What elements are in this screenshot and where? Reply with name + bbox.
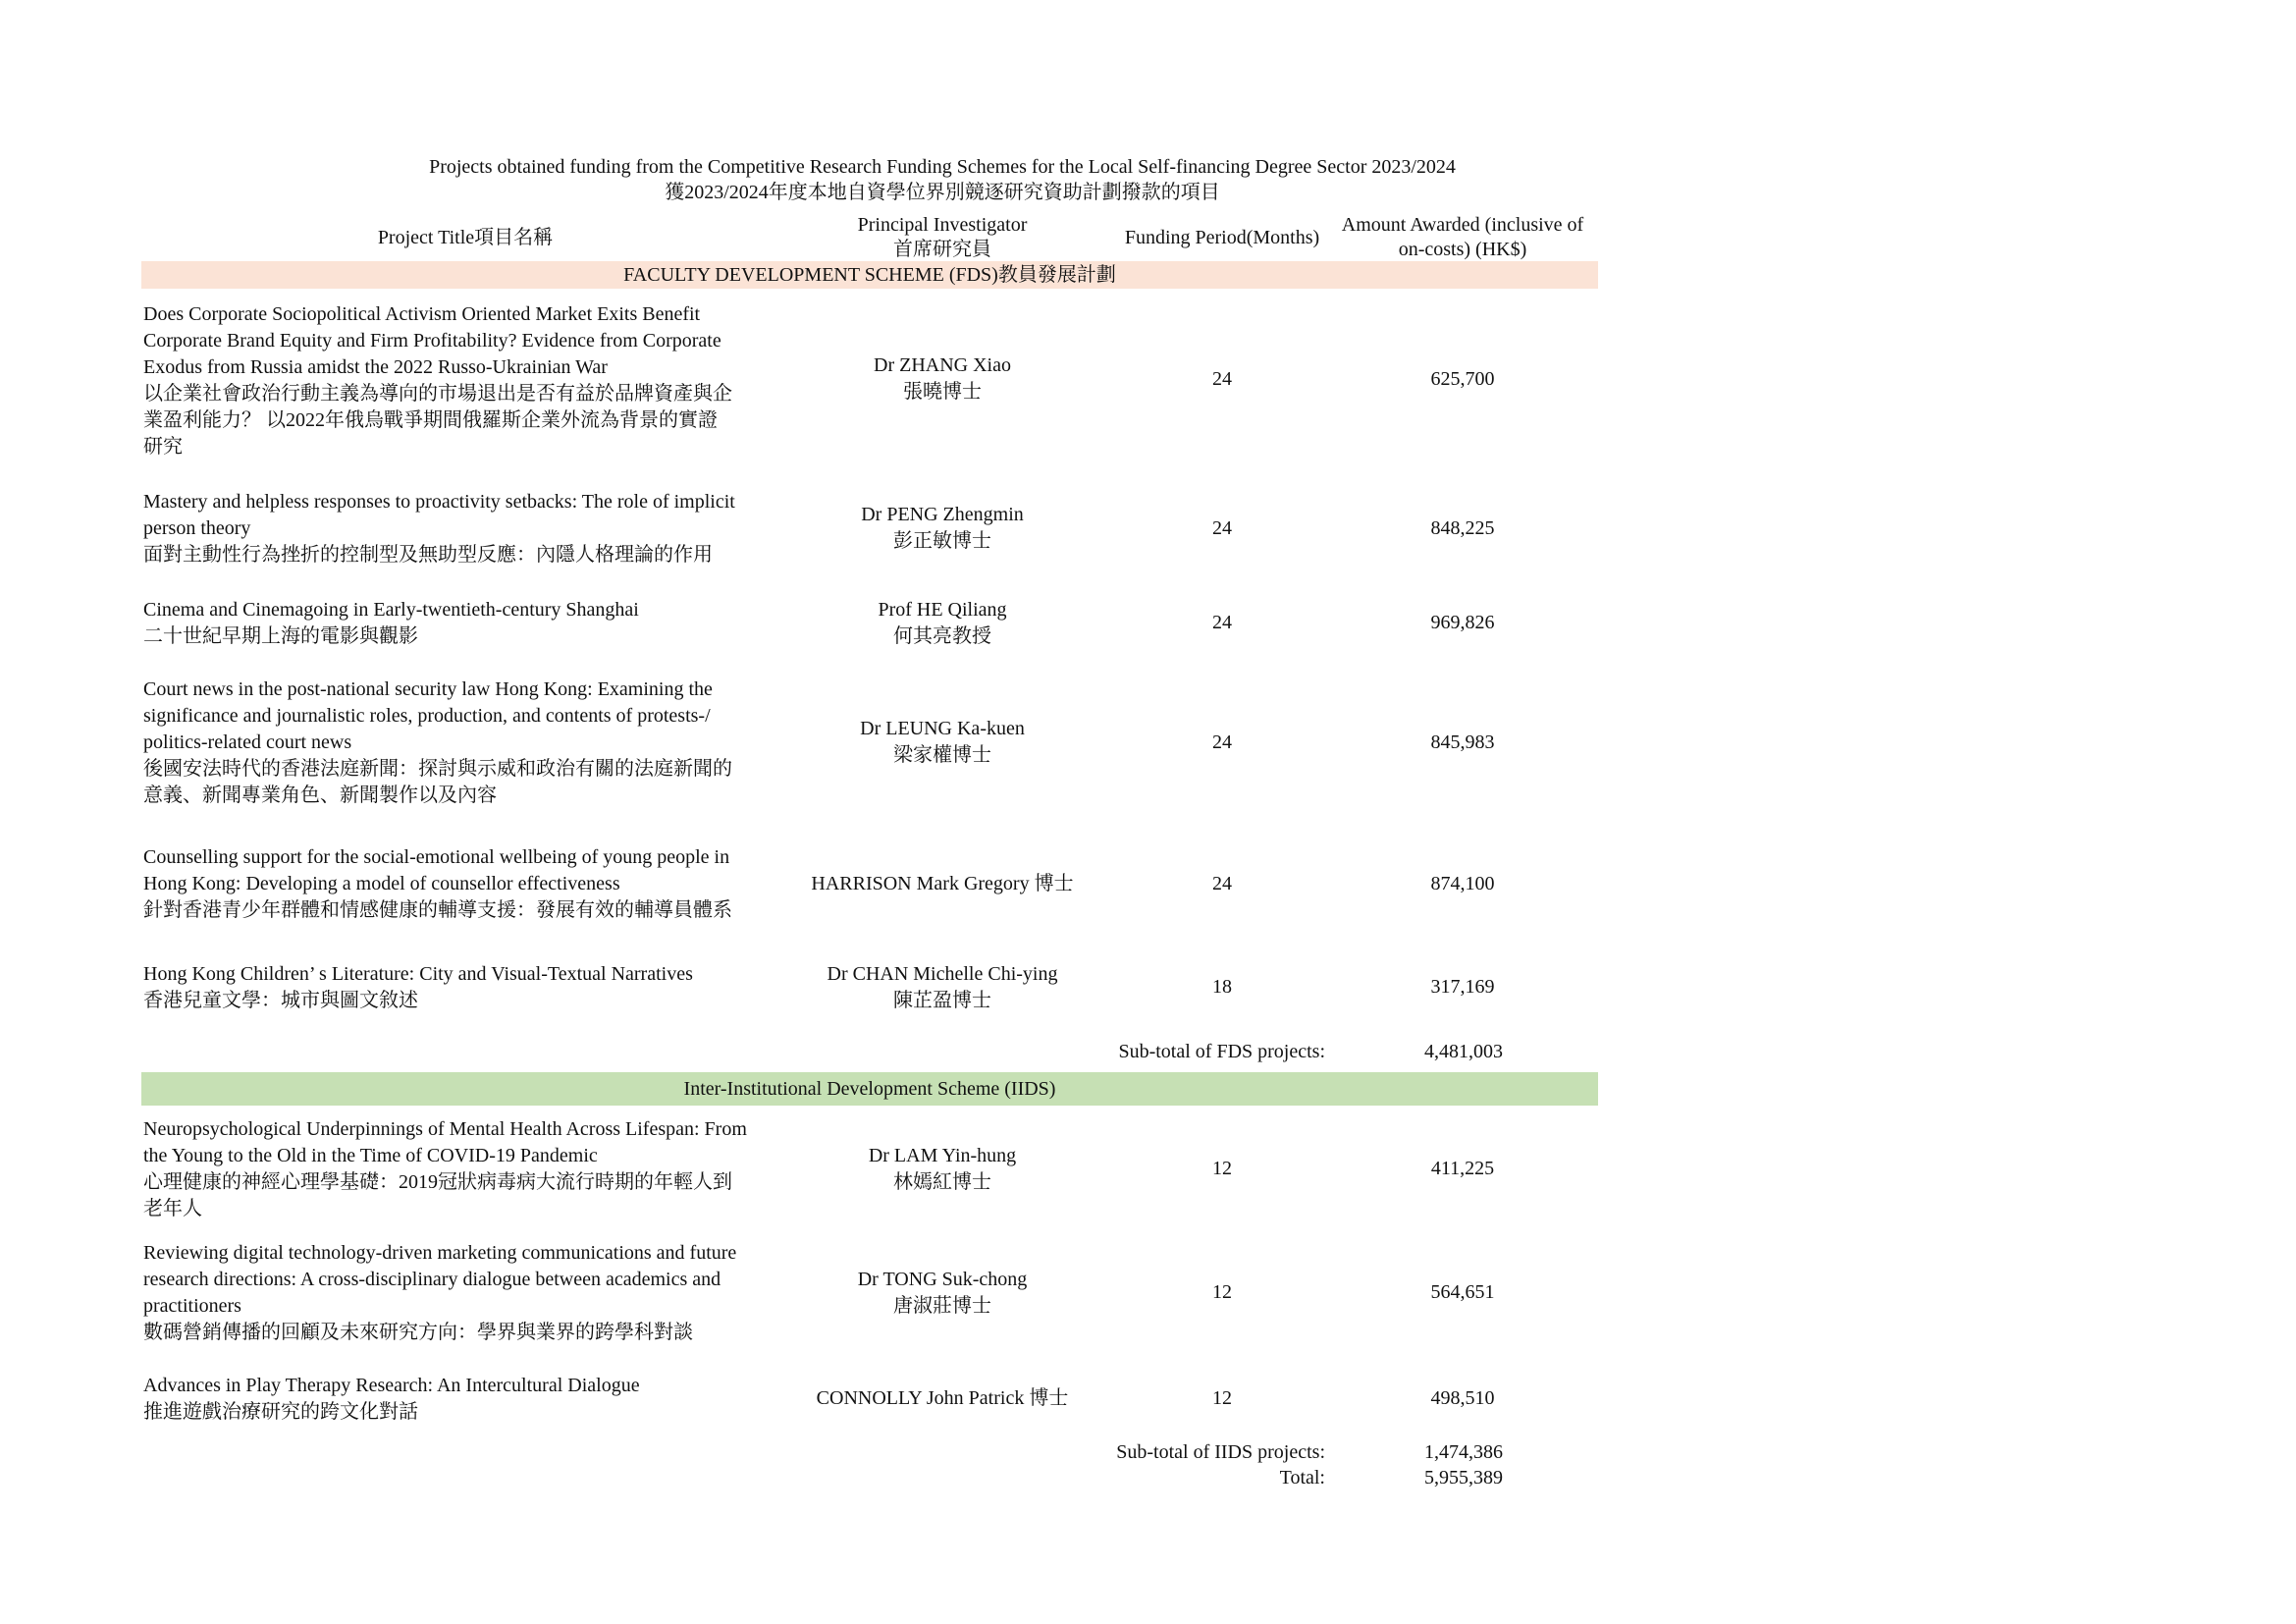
title-line: 針對香港青少年群體和情感健康的輔導支援：發展有效的輔導員體系 [143,899,732,921]
pi-name-zh: 彭正敏博士 [893,530,991,552]
pi-name-zh: 梁家權博士 [893,744,991,766]
title-line: Does Corporate Sociopolitical Activism Oriented Market Exits Benefit [143,303,701,325]
header-funding-period [1099,212,1345,263]
title-line: person theory [143,517,251,539]
principal-investigator [785,961,1099,1014]
principal-investigator [785,1143,1099,1196]
header-amount-line1: Amount Awarded (inclusive of [1341,214,1584,236]
title-line: Reviewing digital technology-driven marketing communications and future [143,1242,737,1264]
header-funding-period-text: Funding Period(Months) [1124,226,1320,248]
pi-name-en: Dr LEUNG Ka-kuen [860,718,1025,739]
funding-period: 18 [1212,976,1232,998]
iids-subtotal-value: 1,474,386 [1424,1441,1503,1463]
title-line: Neuropsychological Underpinnings of Mental Health Across Lifespan: From [143,1118,747,1140]
title-line: 後國安法時代的香港法庭新聞：探討與示威和政治有關的法庭新聞的 [143,758,732,780]
title-line: 面對主動性行為挫折的控制型及無助型反應：內隱人格理論的作用 [143,544,713,566]
principal-investigator [785,597,1099,650]
project-title [143,1116,772,1222]
fds-row-5 [141,844,1598,924]
title-line: 意義、新聞專業角色、新聞製作以及內容 [143,785,497,806]
fds-row-6 [141,961,1598,1014]
amount-awarded: 969,826 [1430,612,1495,633]
amount-awarded: 411,225 [1430,1158,1495,1179]
iids-subtotal-label: Sub-total of IIDS projects: [1116,1441,1325,1463]
project-title [143,301,772,460]
title-line: 業盈利能力？ 以2022年俄烏戰爭期間俄羅斯企業外流為背景的實證 [143,409,718,431]
title-line: politics-related court news [143,731,352,753]
header-pi-zh: 首席研究員 [893,239,991,260]
principal-investigator [785,502,1099,555]
title-line: 以企業社會政治行動主義為導向的市場退出是否有益於品牌資產與企 [143,383,732,405]
funding-period: 12 [1212,1281,1232,1303]
title-line: Hong Kong Children’ s Literature: City and Visual-Textual Narratives [143,963,693,985]
title-line: Exodus from Russia amidst the 2022 Russo-Ukrainian War [143,356,608,378]
pi-name-zh: 林嫣紅博士 [893,1171,991,1193]
pi-name-en: Prof HE Qiliang [878,599,1007,621]
header-project-title [141,212,789,263]
pi-name-zh: 張曉博士 [903,381,982,403]
funding-period: 24 [1212,873,1232,894]
project-title [143,1373,772,1426]
principal-investigator [785,716,1099,769]
header-principal-investigator [785,212,1099,263]
title-line: research directions: A cross-disciplinary dialogue between academics and [143,1269,721,1290]
pi-name-en: Dr PENG Zhengmin [861,504,1024,525]
amount-awarded: 317,169 [1430,976,1495,998]
amount-awarded: 874,100 [1430,873,1495,894]
principal-investigator [785,871,1099,897]
project-title [143,961,772,1014]
pi-name-en: HARRISON Mark Gregory 博士 [811,873,1074,894]
funding-period: 24 [1212,612,1232,633]
title-line: 研究 [143,436,183,458]
funding-period: 24 [1212,731,1232,753]
fds-subtotal-value: 4,481,003 [1424,1041,1503,1062]
title-line: 心理健康的神經心理學基礎：2019冠狀病毒病大流行時期的年輕人到 [143,1171,732,1193]
amount-awarded: 625,700 [1430,368,1495,390]
pi-name-zh: 唐淑莊博士 [893,1295,991,1317]
pi-name-en: Dr LAM Yin-hung [868,1145,1017,1166]
title-line: Court news in the post-national security law Hong Kong: Examining the [143,678,713,700]
funding-period: 12 [1212,1387,1232,1409]
pi-name-en: Dr TONG Suk-chong [857,1269,1028,1290]
project-title [143,844,772,924]
title-line: Advances in Play Therapy Research: An Intercultural Dialogue [143,1375,640,1396]
project-title [143,489,772,568]
funding-period: 24 [1212,368,1232,390]
funding-period: 24 [1212,517,1232,539]
title-line: Hong Kong: Developing a model of counsellor effectiveness [143,873,620,894]
title-line: Corporate Brand Equity and Firm Profitability? Evidence from Corporate [143,330,721,352]
amount-awarded: 848,225 [1430,517,1495,539]
document-title-en: Projects obtained funding from the Competitive Research Funding Schemes for the Local Self-financing Degree Sector 2023/2024 [429,156,1456,178]
total-label: Total: [1279,1467,1325,1489]
title-line: 二十世紀早期上海的電影與觀影 [143,625,418,647]
fds-row-2 [141,489,1598,568]
pi-name-zh: 何其亮教授 [893,625,991,647]
iids-row-3 [141,1373,1598,1426]
fds-row-4 [141,677,1598,809]
title-line: the Young to the Old in the Time of COVID-19 Pandemic [143,1145,598,1166]
fds-row-3 [141,597,1598,650]
header-amount-awarded [1330,212,1595,263]
fds-subtotal-label: Sub-total of FDS projects: [1118,1041,1325,1062]
project-title [143,597,772,650]
fds-row-1 [141,301,1598,460]
iids-row-1 [141,1116,1598,1222]
principal-investigator [785,352,1099,406]
pi-name-en: Dr ZHANG Xiao [874,354,1011,376]
principal-investigator [785,1267,1099,1320]
document-title-zh: 獲2023/2024年度本地自資學位界別競逐研究資助計劃撥款的項目 [665,182,1220,203]
header-project-title-text: Project Title項目名稱 [377,226,554,248]
title-line: 香港兒童文學：城市與圖文敘述 [143,990,418,1011]
header-amount-line2: on-costs) (HK$) [1398,239,1527,260]
iids-row-2 [141,1240,1598,1346]
iids-section-band: Inter-Institutional Development Scheme (IIDS) [141,1072,1598,1106]
title-line: Cinema and Cinemagoing in Early-twentieth-century Shanghai [143,599,639,621]
total-value: 5,955,389 [1424,1467,1503,1489]
header-pi-en: Principal Investigator [857,214,1028,236]
title-line: 數碼營銷傳播的回顧及未來研究方向：學界與業界的跨學科對談 [143,1322,693,1343]
pi-name-en: CONNOLLY John Patrick 博士 [816,1387,1069,1409]
title-line: significance and journalistic roles, production, and contents of protests-/ [143,705,711,727]
title-line: 老年人 [143,1198,202,1219]
title-line: 推進遊戲治療研究的跨文化對話 [143,1401,418,1423]
funding-period: 12 [1212,1158,1232,1179]
pi-name-zh: 陳芷盈博士 [893,990,991,1011]
title-line: Counselling support for the social-emotional wellbeing of young people in [143,846,730,868]
fds-section-band: FACULTY DEVELOPMENT SCHEME (FDS)教員發展計劃 [141,261,1598,289]
title-line: Mastery and helpless responses to proactivity setbacks: The role of implicit [143,491,735,513]
pi-name-en: Dr CHAN Michelle Chi-ying [827,963,1058,985]
title-line: practitioners [143,1295,241,1317]
principal-investigator [785,1385,1099,1412]
amount-awarded: 498,510 [1430,1387,1495,1409]
amount-awarded: 564,651 [1430,1281,1495,1303]
amount-awarded: 845,983 [1430,731,1495,753]
project-title [143,677,772,809]
project-title [143,1240,772,1346]
